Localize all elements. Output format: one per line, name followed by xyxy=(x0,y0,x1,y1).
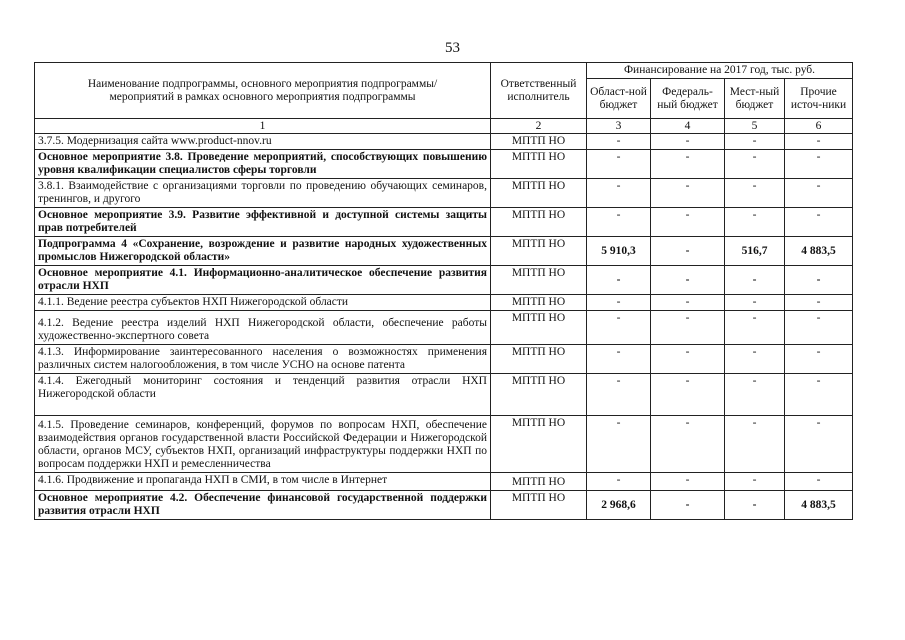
row-regional-budget: - xyxy=(587,266,651,295)
table-row xyxy=(35,266,853,295)
column-number: 5 xyxy=(725,119,785,134)
row-other-sources: - xyxy=(785,150,853,179)
row-local-budget: - xyxy=(725,295,785,311)
row-other-sources: - xyxy=(785,208,853,237)
row-other-sources: 4 883,5 xyxy=(785,491,853,520)
row-other-sources: - xyxy=(785,311,853,345)
row-executor: МПТП НО xyxy=(491,134,587,150)
financing-table xyxy=(34,62,853,520)
row-regional-budget: - xyxy=(587,150,651,179)
row-executor: МПТП НО xyxy=(491,491,587,520)
header-executor-column: Ответственный исполнитель xyxy=(491,63,587,119)
column-number: 3 xyxy=(587,119,651,134)
table-row xyxy=(35,473,853,491)
row-regional-budget: - xyxy=(587,208,651,237)
table-row xyxy=(35,374,853,416)
row-local-budget: - xyxy=(725,208,785,237)
header-regional-budget: Област-ной бюджет xyxy=(587,79,651,119)
page-number: 53 xyxy=(445,40,460,56)
table-row xyxy=(35,179,853,208)
row-other-sources: - xyxy=(785,266,853,295)
row-name: Подпрограмма 4 «Сохранение, возрождение и развитие народных художественных промыслов Нижегородской области» xyxy=(35,237,491,266)
header-financing-group: Финансирование на 2017 год, тыс. руб. xyxy=(587,63,853,79)
row-name: 3.8.1. Взаимодействие с организациями торговли по проведению обучающих семинаров, тренингов, и другого xyxy=(35,179,491,208)
row-local-budget: - xyxy=(725,179,785,208)
row-other-sources: - xyxy=(785,374,853,416)
row-local-budget: - xyxy=(725,374,785,416)
row-executor: МПТП НО xyxy=(491,266,587,295)
row-federal-budget: - xyxy=(651,237,725,266)
row-other-sources: - xyxy=(785,416,853,473)
table-row xyxy=(35,311,853,345)
row-regional-budget: - xyxy=(587,473,651,491)
row-federal-budget: - xyxy=(651,311,725,345)
row-federal-budget: - xyxy=(651,134,725,150)
row-local-budget: - xyxy=(725,345,785,374)
row-regional-budget: 2 968,6 xyxy=(587,491,651,520)
row-executor: МПТП НО xyxy=(491,374,587,416)
row-federal-budget: - xyxy=(651,266,725,295)
row-local-budget: - xyxy=(725,491,785,520)
row-name: 4.1.2. Ведение реестра изделий НХП Нижегородской области, обеспечение работы художественно-экспертного совета xyxy=(35,311,491,345)
row-other-sources: - xyxy=(785,134,853,150)
row-other-sources: 4 883,5 xyxy=(785,237,853,266)
row-regional-budget: 5 910,3 xyxy=(587,237,651,266)
header-other-sources: Прочие источ-ники xyxy=(785,79,853,119)
row-name: 4.1.1. Ведение реестра субъектов НХП Нижегородской области xyxy=(35,295,491,311)
row-name: Основное мероприятие 3.9. Развитие эффективной и доступной системы защиты прав потребителей xyxy=(35,208,491,237)
header-local-budget: Мест-ный бюджет xyxy=(725,79,785,119)
table-row xyxy=(35,416,853,473)
row-name: 4.1.5. Проведение семинаров, конференций, форумов по вопросам НХП, обеспечение взаимодействия органов государственной власти Российской Федерации и Нижегородской области, органов МСУ, субъектов НХП, организаций инфраструктуры поддержки НХП по вопросам поддержки НХП и ремесленничества xyxy=(35,416,491,473)
row-name: Основное мероприятие 3.8. Проведение мероприятий, способствующих повышению уровня квалификации специалистов сферы торговли xyxy=(35,150,491,179)
row-executor: МПТП НО xyxy=(491,179,587,208)
row-regional-budget: - xyxy=(587,295,651,311)
column-number: 6 xyxy=(785,119,853,134)
row-name: 4.1.3. Информирование заинтересованного населения о возможностях применения различных систем налогообложения, в том числе УСНО на основе патента xyxy=(35,345,491,374)
column-number: 1 xyxy=(35,119,491,134)
table-row xyxy=(35,237,853,266)
row-federal-budget: - xyxy=(651,179,725,208)
table-row xyxy=(35,491,853,520)
row-federal-budget: - xyxy=(651,374,725,416)
row-executor: МПТП НО xyxy=(491,208,587,237)
row-other-sources: - xyxy=(785,345,853,374)
row-other-sources: - xyxy=(785,473,853,491)
row-name: 3.7.5. Модернизация сайта www.product-nnov.ru xyxy=(35,134,491,150)
table-row xyxy=(35,208,853,237)
row-executor: МПТП НО xyxy=(491,311,587,345)
row-regional-budget: - xyxy=(587,134,651,150)
row-executor: МПТП НО xyxy=(491,345,587,374)
row-name: 4.1.6. Продвижение и пропаганда НХП в СМИ, в том числе в Интернет xyxy=(35,473,491,491)
row-local-budget: - xyxy=(725,134,785,150)
row-other-sources: - xyxy=(785,295,853,311)
row-federal-budget: - xyxy=(651,295,725,311)
row-federal-budget: - xyxy=(651,150,725,179)
table-row xyxy=(35,150,853,179)
column-number: 4 xyxy=(651,119,725,134)
row-regional-budget: - xyxy=(587,374,651,416)
row-executor: МПТП НО xyxy=(491,237,587,266)
row-federal-budget: - xyxy=(651,416,725,473)
row-federal-budget: - xyxy=(651,208,725,237)
row-name: 4.1.4. Ежегодный мониторинг состояния и тенденций развития отрасли НХП Нижегородской области xyxy=(35,374,491,416)
row-name: Основное мероприятие 4.2. Обеспечение финансовой государственной поддержки развития отрасли НХП xyxy=(35,491,491,520)
table-row xyxy=(35,345,853,374)
header-federal-budget: Федераль-ный бюджет xyxy=(651,79,725,119)
row-executor: МПТП НО xyxy=(491,150,587,179)
row-regional-budget: - xyxy=(587,345,651,374)
row-local-budget: 516,7 xyxy=(725,237,785,266)
row-name: Основное мероприятие 4.1. Информационно-аналитическое обеспечение развития отрасли НХП xyxy=(35,266,491,295)
header-name-column: Наименование подпрограммы, основного мероприятия подпрограммы/мероприятий в рамках основного мероприятия подпрограммы xyxy=(35,63,491,119)
row-federal-budget: - xyxy=(651,473,725,491)
row-federal-budget: - xyxy=(651,491,725,520)
row-executor: МПТП НО xyxy=(491,295,587,311)
row-regional-budget: - xyxy=(587,179,651,208)
row-local-budget: - xyxy=(725,473,785,491)
row-executor: МПТП НО xyxy=(491,473,587,491)
column-number: 2 xyxy=(491,119,587,134)
table-row xyxy=(35,134,853,150)
column-numbers-row xyxy=(35,119,853,134)
row-regional-budget: - xyxy=(587,416,651,473)
row-local-budget: - xyxy=(725,311,785,345)
row-other-sources: - xyxy=(785,179,853,208)
row-federal-budget: - xyxy=(651,345,725,374)
row-local-budget: - xyxy=(725,266,785,295)
row-local-budget: - xyxy=(725,416,785,473)
table-row xyxy=(35,295,853,311)
row-local-budget: - xyxy=(725,150,785,179)
row-executor: МПТП НО xyxy=(491,416,587,473)
row-regional-budget: - xyxy=(587,311,651,345)
